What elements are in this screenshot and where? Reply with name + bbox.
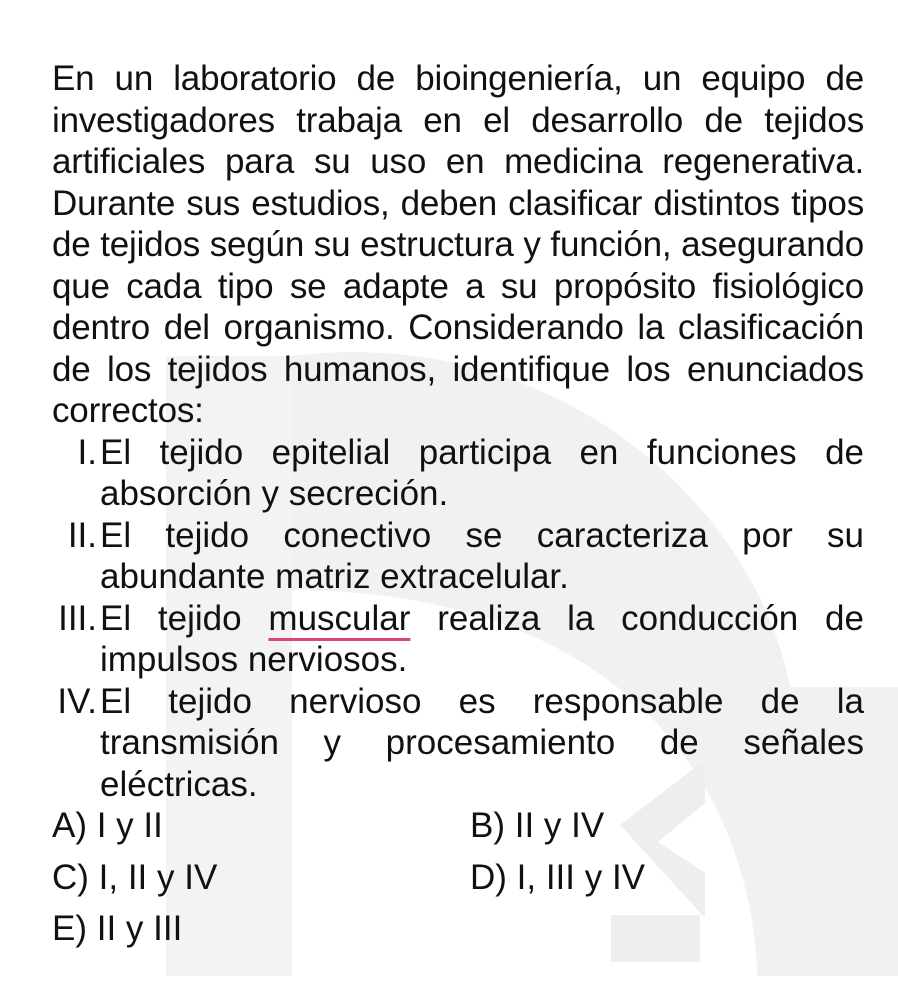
answer-option-c: C) I, II y IV [52, 857, 218, 897]
answer-options [52, 805, 864, 950]
page-crop-edge [0, 976, 898, 1002]
statement-text-underlined-example [100, 598, 864, 681]
underlined-word: muscular [268, 598, 411, 638]
statement-numeral: IV. [57, 681, 97, 721]
question-block [52, 58, 864, 950]
statement-text-after-underline: realiza la conducción de impulsos nerviosos. [100, 598, 864, 679]
statement-text: El tejido nervioso es responsable de la transmisión y procesamiento de señales eléctricas. [100, 681, 864, 804]
statement-item [52, 432, 864, 515]
statement-numeral: II. [67, 515, 97, 555]
statement-text-before-underline: El tejido [100, 598, 269, 638]
statement-list [52, 432, 864, 806]
answer-option-b: B) II y IV [470, 806, 605, 845]
statement-numeral: III. [58, 598, 97, 638]
statement-text: El tejido epitelial participa en funciones de absorción y secreción. [100, 432, 864, 513]
answer-option-d: D) I, III y IV [470, 857, 646, 897]
answer-option-a: A) I y II [52, 806, 163, 845]
statement-item [52, 598, 864, 681]
statement-text: El tejido conectivo se caracteriza por su abundante matriz extracelular. [100, 515, 864, 596]
statement-numeral: I. [77, 432, 97, 472]
statement-item [52, 515, 864, 598]
statement-item [52, 681, 864, 806]
answer-option-e: E) II y III [52, 909, 183, 948]
question-intro: En un laboratorio de bioingeniería, un equipo de investigadores trabaja en el desarrollo de tejidos artificiales para su uso en medicina regenerativa. Durante sus estudios, deben clasificar distintos tipos de tejidos según su estructura y función, asegurando que cada tipo se adapte a su propósito fisiológico dentro del organismo. Considerando la clasificación de los tejidos humanos, identifique los enunciados correctos: [52, 59, 864, 430]
